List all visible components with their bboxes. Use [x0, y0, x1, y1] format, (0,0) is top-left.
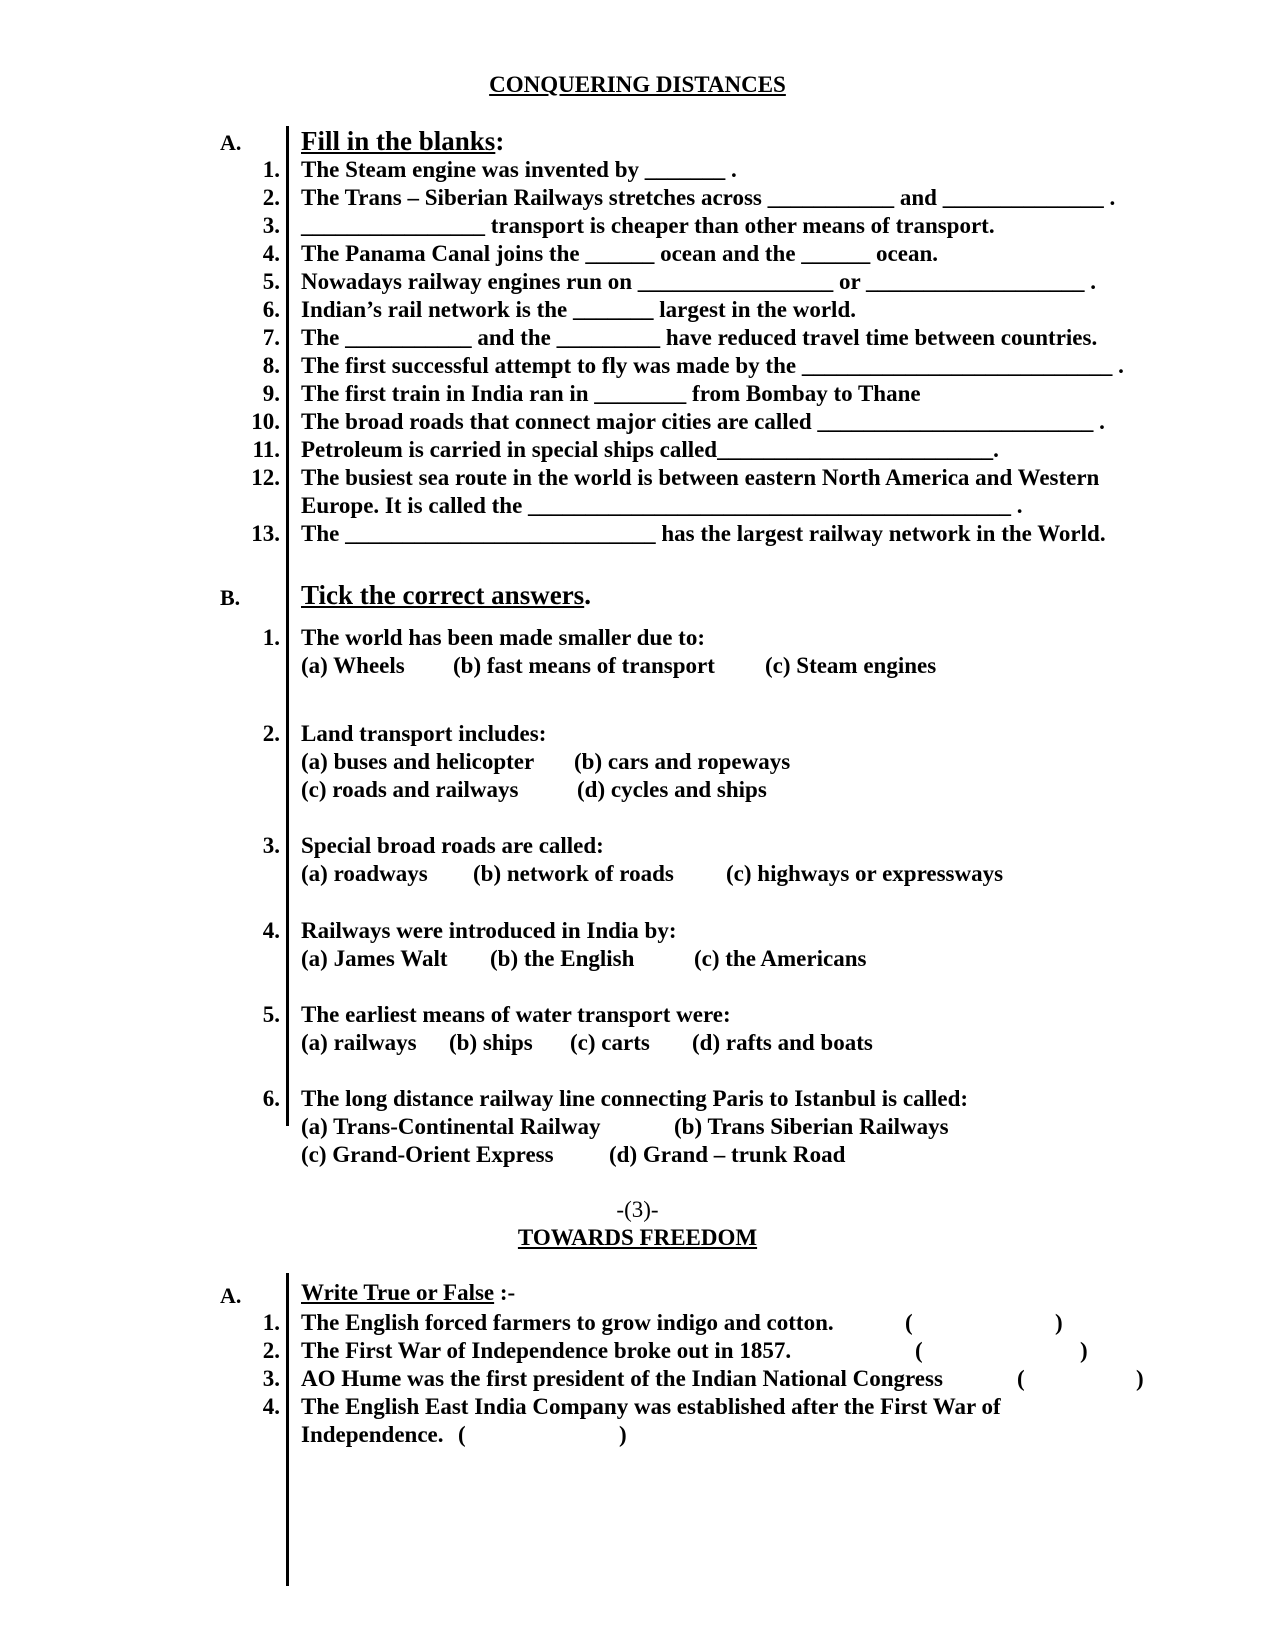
margin-rule-2: [286, 1273, 289, 1586]
item-text: Indian’s rail network is the _______ largest in the world.: [301, 297, 856, 322]
answer-bracket-close: ): [619, 1422, 627, 1447]
mcq-option: (b) the English: [490, 946, 635, 971]
item-number: 7.: [262, 325, 280, 350]
tick-answers-heading: [301, 580, 591, 611]
item-number: 3.: [262, 213, 280, 238]
section-title-towards-freedom: TOWARDS FREEDOM: [517, 1225, 758, 1250]
item-number: 4.: [262, 1394, 280, 1419]
mcq-option: (d) cycles and ships: [577, 777, 767, 802]
true-false-heading-text: Write True or False: [301, 1280, 495, 1305]
item-number: 13.: [251, 521, 280, 546]
item-number: 6.: [262, 297, 280, 322]
section-title-conquering-distances: CONQUERING DISTANCES: [489, 72, 786, 97]
section-letter-a: A.: [220, 130, 242, 155]
item-number: 12.: [251, 465, 280, 490]
item-text: The busiest sea route in the world is between eastern North America and Western: [301, 465, 1100, 490]
true-false-heading: [301, 1280, 515, 1306]
mcq-option: (b) ships: [449, 1030, 533, 1055]
item-text: ________________ transport is cheaper than other means of transport.: [301, 213, 995, 238]
mcq-option: (b) fast means of transport: [453, 653, 715, 678]
item-number: 5.: [262, 269, 280, 294]
item-text: Independence.: [301, 1422, 444, 1447]
question-text: The earliest means of water transport were:: [301, 1002, 731, 1027]
mcq-option: (a) buses and helicopter: [301, 749, 535, 774]
item-text: The ___________________________ has the largest railway network in the World.: [301, 521, 1106, 546]
item-number: 9.: [262, 381, 280, 406]
mcq-option: (c) carts: [570, 1030, 650, 1055]
mcq-option: (a) Wheels: [301, 653, 405, 678]
answer-bracket-close: ): [1080, 1338, 1088, 1363]
item-number: 2.: [262, 185, 280, 210]
item-text: The Trans – Siberian Railways stretches across ___________ and ______________ .: [301, 185, 1116, 210]
item-text: The broad roads that connect major cities are called ________________________ .: [301, 409, 1105, 434]
mcq-option: (c) Grand-Orient Express: [301, 1142, 554, 1167]
item-number: 8.: [262, 353, 280, 378]
item-text: The First War of Independence broke out in 1857.: [301, 1338, 792, 1363]
item-number: 1.: [262, 1310, 280, 1335]
mcq-option: (b) network of roads: [473, 861, 674, 886]
item-text: The English forced farmers to grow indigo and cotton.: [301, 1310, 834, 1335]
fill-blanks-heading: [301, 126, 504, 157]
item-text: Nowadays railway engines run on _________________ or ___________________ .: [301, 269, 1097, 294]
mcq-option: (d) rafts and boats: [692, 1030, 873, 1055]
question-number: 5.: [262, 1002, 280, 1027]
question-number: 1.: [262, 625, 280, 650]
question-text: Special broad roads are called:: [301, 833, 604, 858]
question-number: 3.: [262, 833, 280, 858]
tick-answers-heading-suffix: .: [584, 580, 591, 610]
answer-bracket-close: ): [1055, 1310, 1063, 1335]
question-text: The world has been made smaller due to:: [301, 625, 705, 650]
item-text: AO Hume was the first president of the Indian National Congress: [301, 1366, 943, 1391]
question-number: 6.: [262, 1086, 280, 1111]
item-text: The Panama Canal joins the ______ ocean and the ______ ocean.: [301, 241, 938, 266]
item-number: 1.: [262, 157, 280, 182]
mcq-option: (d) Grand – trunk Road: [609, 1142, 846, 1167]
question-text: The long distance railway line connecting Paris to Istanbul is called:: [301, 1086, 969, 1111]
mcq-option: (c) Steam engines: [765, 653, 937, 678]
section-letter-a-2: A.: [220, 1283, 242, 1308]
item-number: 2.: [262, 1338, 280, 1363]
mcq-option: (c) the Americans: [694, 946, 867, 971]
question-number: 2.: [262, 721, 280, 746]
fill-blanks-heading-text: Fill in the blanks: [301, 126, 496, 156]
item-text: The first train in India ran in ________ from Bombay to Thane: [301, 381, 921, 406]
mcq-option: (c) roads and railways: [301, 777, 519, 802]
true-false-heading-suffix: :-: [494, 1280, 516, 1305]
page-number: -(3)-: [616, 1197, 659, 1222]
item-number: 10.: [251, 409, 280, 434]
item-number: 4.: [262, 241, 280, 266]
margin-rule-1: [286, 126, 289, 1126]
item-text: The Steam engine was invented by _______ .: [301, 157, 737, 182]
question-text: Land transport includes:: [301, 721, 547, 746]
item-number: 3.: [262, 1366, 280, 1391]
answer-bracket-open[interactable]: (: [905, 1310, 913, 1335]
question-number: 4.: [262, 918, 280, 943]
item-text: Petroleum is carried in special ships called________________________.: [301, 437, 999, 462]
section-letter-b: B.: [220, 585, 241, 610]
mcq-option: (b) Trans Siberian Railways: [674, 1114, 949, 1139]
mcq-option: (a) Trans-Continental Railway: [301, 1114, 601, 1139]
tick-answers-heading-text: Tick the correct answers: [301, 580, 585, 610]
mcq-option: (c) highways or expressways: [726, 861, 1004, 886]
mcq-option: (b) cars and ropeways: [574, 749, 791, 774]
mcq-option: (a) James Walt: [301, 946, 448, 971]
item-text: The first successful attempt to fly was made by the ___________________________ .: [301, 353, 1124, 378]
mcq-option: (a) railways: [301, 1030, 417, 1055]
item-number: 11.: [252, 437, 280, 462]
fill-blanks-heading-suffix: :: [495, 126, 505, 156]
answer-bracket-open[interactable]: (: [1017, 1366, 1025, 1391]
item-text: Europe. It is called the __________________________________________ .: [301, 493, 1023, 518]
answer-bracket-open[interactable]: (: [915, 1338, 923, 1363]
mcq-option: (a) roadways: [301, 861, 428, 886]
answer-bracket-open[interactable]: (: [458, 1422, 466, 1447]
item-text: The English East India Company was established after the First War of: [301, 1394, 1001, 1419]
item-text: The ___________ and the _________ have reduced travel time between countries.: [301, 325, 1098, 350]
answer-bracket-close: ): [1136, 1366, 1144, 1391]
question-text: Railways were introduced in India by:: [301, 918, 677, 943]
